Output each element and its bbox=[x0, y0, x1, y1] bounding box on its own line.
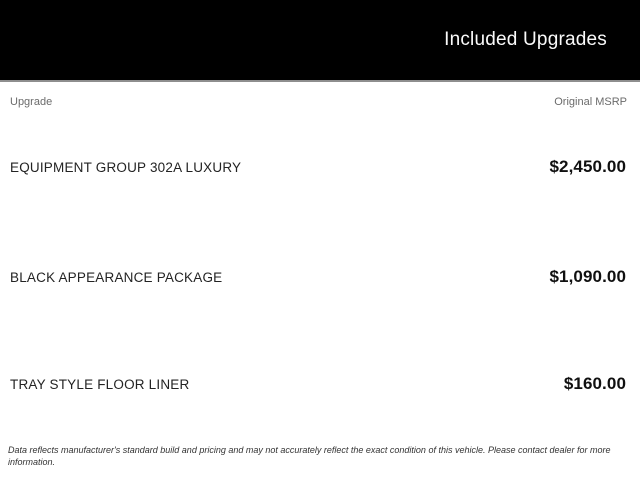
table-row bbox=[10, 157, 626, 183]
upgrade-price: $1,090.00 bbox=[549, 267, 626, 286]
disclaimer-text: Data reflects manufacturer's standard build and pricing and may not accurately reflect the exact condition of this vehicle. Please contact dealer for more information. bbox=[8, 445, 611, 467]
upgrade-name: EQUIPMENT GROUP 302A LUXURY bbox=[10, 160, 242, 175]
column-header-msrp: Original MSRP bbox=[554, 96, 627, 108]
table-row bbox=[10, 374, 626, 400]
upgrade-name: TRAY STYLE FLOOR LINER bbox=[10, 377, 190, 392]
upgrade-price: $160.00 bbox=[563, 374, 626, 393]
table-row bbox=[10, 267, 626, 293]
upgrade-name: BLACK APPEARANCE PACKAGE bbox=[10, 270, 223, 285]
table-column-headers bbox=[10, 96, 627, 108]
column-header-upgrade: Upgrade bbox=[10, 96, 53, 108]
page-title: Included Upgrades bbox=[444, 29, 607, 50]
header-bar bbox=[0, 0, 640, 82]
upgrade-price: $2,450.00 bbox=[549, 157, 626, 176]
